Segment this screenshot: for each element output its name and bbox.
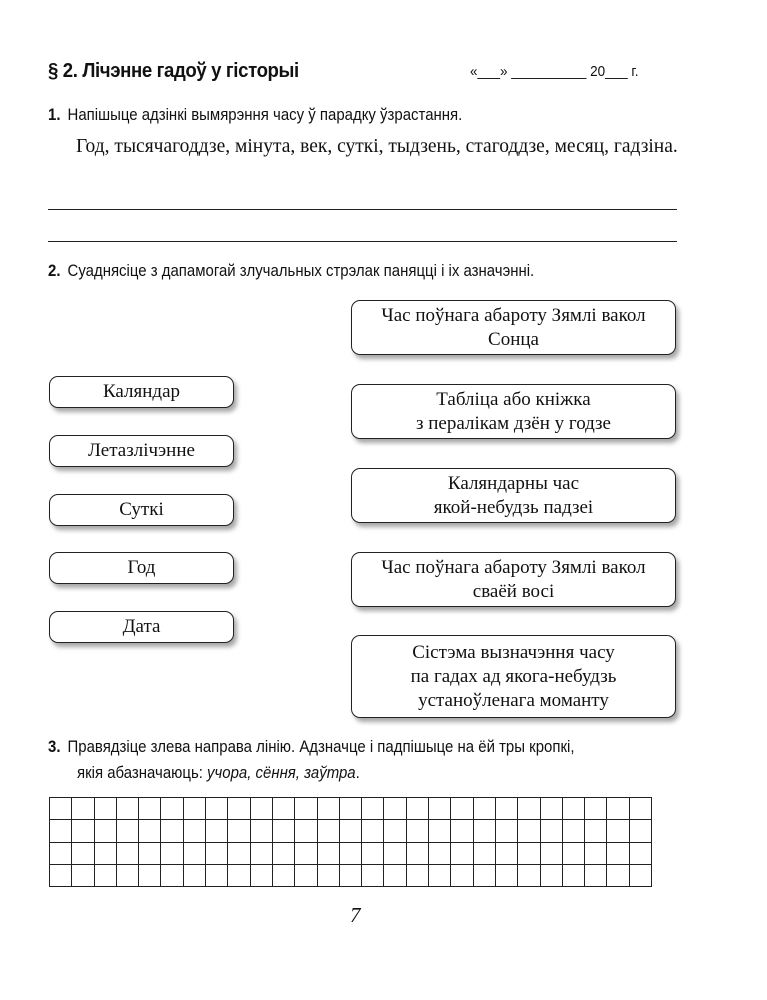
grid-row [50, 798, 652, 820]
grid-cell[interactable] [540, 842, 562, 864]
grid-cell[interactable] [339, 864, 361, 886]
grid-cell[interactable] [317, 820, 339, 842]
grid-cell[interactable] [228, 864, 250, 886]
definition-line: Час поўнага абароту Зямлі вакол [381, 556, 646, 578]
grid-cell[interactable] [629, 842, 651, 864]
grid-cell[interactable] [384, 798, 406, 820]
grid-cell[interactable] [429, 798, 451, 820]
grid-cell[interactable] [362, 842, 384, 864]
grid-cell[interactable] [183, 864, 205, 886]
grid-cell[interactable] [406, 798, 428, 820]
definition-line: Сонца [488, 328, 539, 350]
grid-cell[interactable] [518, 820, 540, 842]
grid-cell[interactable] [183, 798, 205, 820]
grid-cell[interactable] [540, 798, 562, 820]
definition-line: Табліца або кніжка [436, 388, 591, 410]
grid-cell[interactable] [295, 820, 317, 842]
grid-cell[interactable] [250, 798, 272, 820]
task-number: 1. [48, 105, 61, 124]
grid-cell[interactable] [139, 842, 161, 864]
instruction-text: . [355, 763, 360, 782]
grid-cell[interactable] [139, 798, 161, 820]
grid-cell[interactable] [72, 820, 94, 842]
grid-cell[interactable] [384, 820, 406, 842]
grid-cell[interactable] [629, 820, 651, 842]
grid-cell[interactable] [339, 820, 361, 842]
grid-cell[interactable] [518, 842, 540, 864]
instruction-text: Правядзіце злева направа лінію. Адзначце і падпішыце на ёй тры кропкі, [67, 737, 575, 756]
grid-row [50, 820, 652, 842]
grid-cell[interactable] [161, 864, 183, 886]
grid-cell[interactable] [317, 864, 339, 886]
definition-box-2[interactable] [351, 384, 676, 439]
grid-cell[interactable] [250, 820, 272, 842]
grid-cell[interactable] [607, 798, 629, 820]
grid-cell[interactable] [228, 798, 250, 820]
grid-cell[interactable] [473, 798, 495, 820]
grid-cell[interactable] [94, 820, 116, 842]
grid-cell[interactable] [228, 820, 250, 842]
grid-cell[interactable] [139, 820, 161, 842]
page-title: § 2. Лічэнне гадоў у гісторыі [48, 60, 299, 82]
grid-cell[interactable] [540, 820, 562, 842]
grid-cell[interactable] [183, 842, 205, 864]
grid-cell[interactable] [540, 864, 562, 886]
grid-cell[interactable] [406, 820, 428, 842]
term-box-calendar[interactable] [49, 376, 234, 408]
grid-cell[interactable] [295, 864, 317, 886]
grid-cell[interactable] [94, 798, 116, 820]
term-label: Дата [122, 616, 161, 637]
instruction-italic: учора, сёння, заўтра [207, 763, 356, 782]
grid-cell[interactable] [272, 820, 294, 842]
grid-cell[interactable] [562, 820, 584, 842]
grid-cell[interactable] [72, 842, 94, 864]
grid-cell[interactable] [206, 864, 228, 886]
definition-box-1[interactable] [351, 300, 676, 355]
grid-cell[interactable] [495, 798, 517, 820]
definition-box-5[interactable] [351, 635, 676, 718]
grid-cell[interactable] [495, 820, 517, 842]
task-number: 3. [48, 737, 61, 756]
grid-cell[interactable] [94, 864, 116, 886]
definition-line: Сістэма вызначэння часу [412, 641, 615, 663]
grid-cell[interactable] [495, 864, 517, 886]
grid-cell[interactable] [585, 820, 607, 842]
term-label: Суткі [119, 499, 164, 520]
definition-box-4[interactable] [351, 552, 676, 607]
grid-cell[interactable] [94, 842, 116, 864]
grid-cell[interactable] [250, 864, 272, 886]
grid-cell[interactable] [317, 798, 339, 820]
grid-cell[interactable] [585, 842, 607, 864]
grid-cell[interactable] [362, 820, 384, 842]
grid-cell[interactable] [183, 820, 205, 842]
task-1-word-list: Год, тысячагоддзе, мінута, век, суткі, тыдзень, стагоддзе, месяц, гадзіна. [76, 136, 678, 157]
term-label: Год [127, 557, 156, 578]
definition-line: з пералікам дзён у годзе [416, 412, 611, 434]
term-box-chronology[interactable] [49, 435, 234, 467]
task-3-instruction-cont [77, 763, 360, 783]
grid-cell[interactable] [495, 842, 517, 864]
grid-cell[interactable] [295, 798, 317, 820]
grid-cell[interactable] [429, 864, 451, 886]
grid-cell[interactable] [429, 820, 451, 842]
grid-cell[interactable] [116, 798, 138, 820]
grid-cell[interactable] [206, 820, 228, 842]
grid-cell[interactable] [451, 842, 473, 864]
grid-cell[interactable] [607, 820, 629, 842]
task-3-instruction [48, 737, 574, 757]
grid-cell[interactable] [295, 842, 317, 864]
grid-cell[interactable] [72, 864, 94, 886]
grid-cell[interactable] [139, 864, 161, 886]
grid-cell[interactable] [429, 842, 451, 864]
task-2-instruction [48, 261, 534, 281]
instruction-text: Напішыце адзінкі вымярэння часу ў парадку ўзрастання. [67, 105, 463, 124]
term-box-date[interactable] [49, 611, 234, 643]
grid-cell[interactable] [629, 864, 651, 886]
definition-line: сваёй восі [472, 580, 555, 602]
grid-cell[interactable] [206, 842, 228, 864]
instruction-text: Суаднясіце з дапамогай злучальных стрэлак паняцці і іх азначэнні. [67, 261, 535, 280]
grid-cell[interactable] [272, 864, 294, 886]
term-box-year[interactable] [49, 552, 234, 584]
grid-cell[interactable] [228, 842, 250, 864]
grid-cell[interactable] [473, 842, 495, 864]
term-label: Каляндар [102, 381, 180, 402]
grid-cell[interactable] [406, 842, 428, 864]
grid-row [50, 864, 652, 886]
grid-cell[interactable] [451, 820, 473, 842]
grid-cell[interactable] [50, 798, 72, 820]
task-1-instruction [48, 105, 462, 125]
grid-cell[interactable] [451, 864, 473, 886]
term-label: Летазлічэнне [88, 440, 195, 461]
instruction-text: якія абазначаюць: [77, 763, 208, 782]
grid-cell[interactable] [116, 864, 138, 886]
term-box-day[interactable] [49, 494, 234, 526]
grid-cell[interactable] [317, 842, 339, 864]
grid-cell[interactable] [562, 864, 584, 886]
grid-cell[interactable] [406, 864, 428, 886]
grid-cell[interactable] [339, 842, 361, 864]
grid-cell[interactable] [629, 798, 651, 820]
grid-cell[interactable] [473, 864, 495, 886]
grid-cell[interactable] [562, 798, 584, 820]
grid-cell[interactable] [607, 842, 629, 864]
grid-cell[interactable] [72, 798, 94, 820]
grid-cell[interactable] [339, 798, 361, 820]
grid-cell[interactable] [161, 842, 183, 864]
page-number: 7 [350, 903, 361, 927]
answer-line-1[interactable] [48, 209, 677, 210]
grid-cell[interactable] [518, 864, 540, 886]
grid-cell[interactable] [116, 820, 138, 842]
grid-cell[interactable] [451, 798, 473, 820]
grid-cell[interactable] [362, 864, 384, 886]
grid-cell[interactable] [585, 798, 607, 820]
writing-grid[interactable] [49, 797, 652, 887]
grid-cell[interactable] [272, 798, 294, 820]
grid-cell[interactable] [585, 864, 607, 886]
grid-cell[interactable] [116, 842, 138, 864]
grid-cell[interactable] [250, 842, 272, 864]
grid-cell[interactable] [50, 820, 72, 842]
definition-line: Каляндарны час [447, 472, 580, 494]
task-number: 2. [48, 261, 61, 280]
definition-line: якой-небудзь падзеі [433, 496, 594, 518]
definition-line: устаноўленага моманту [418, 689, 609, 711]
grid-cell[interactable] [50, 864, 72, 886]
grid-cell[interactable] [473, 820, 495, 842]
grid-row [50, 842, 652, 864]
grid-cell[interactable] [50, 842, 72, 864]
grid-cell[interactable] [518, 798, 540, 820]
answer-line-2[interactable] [48, 241, 677, 242]
grid-cell[interactable] [206, 798, 228, 820]
definition-box-3[interactable] [351, 468, 676, 523]
grid-cell[interactable] [362, 798, 384, 820]
grid-cell[interactable] [161, 820, 183, 842]
grid-cell[interactable] [161, 798, 183, 820]
grid-cell[interactable] [272, 842, 294, 864]
date-field[interactable]: «___» __________ 20___ г. [470, 63, 639, 80]
grid-cell[interactable] [562, 842, 584, 864]
grid-cell[interactable] [384, 842, 406, 864]
grid-cell[interactable] [607, 864, 629, 886]
definition-line: па гадах ад якога-небудзь [410, 665, 617, 687]
definition-line: Час поўнага абароту Зямлі вакол [381, 304, 646, 326]
grid-cell[interactable] [384, 864, 406, 886]
